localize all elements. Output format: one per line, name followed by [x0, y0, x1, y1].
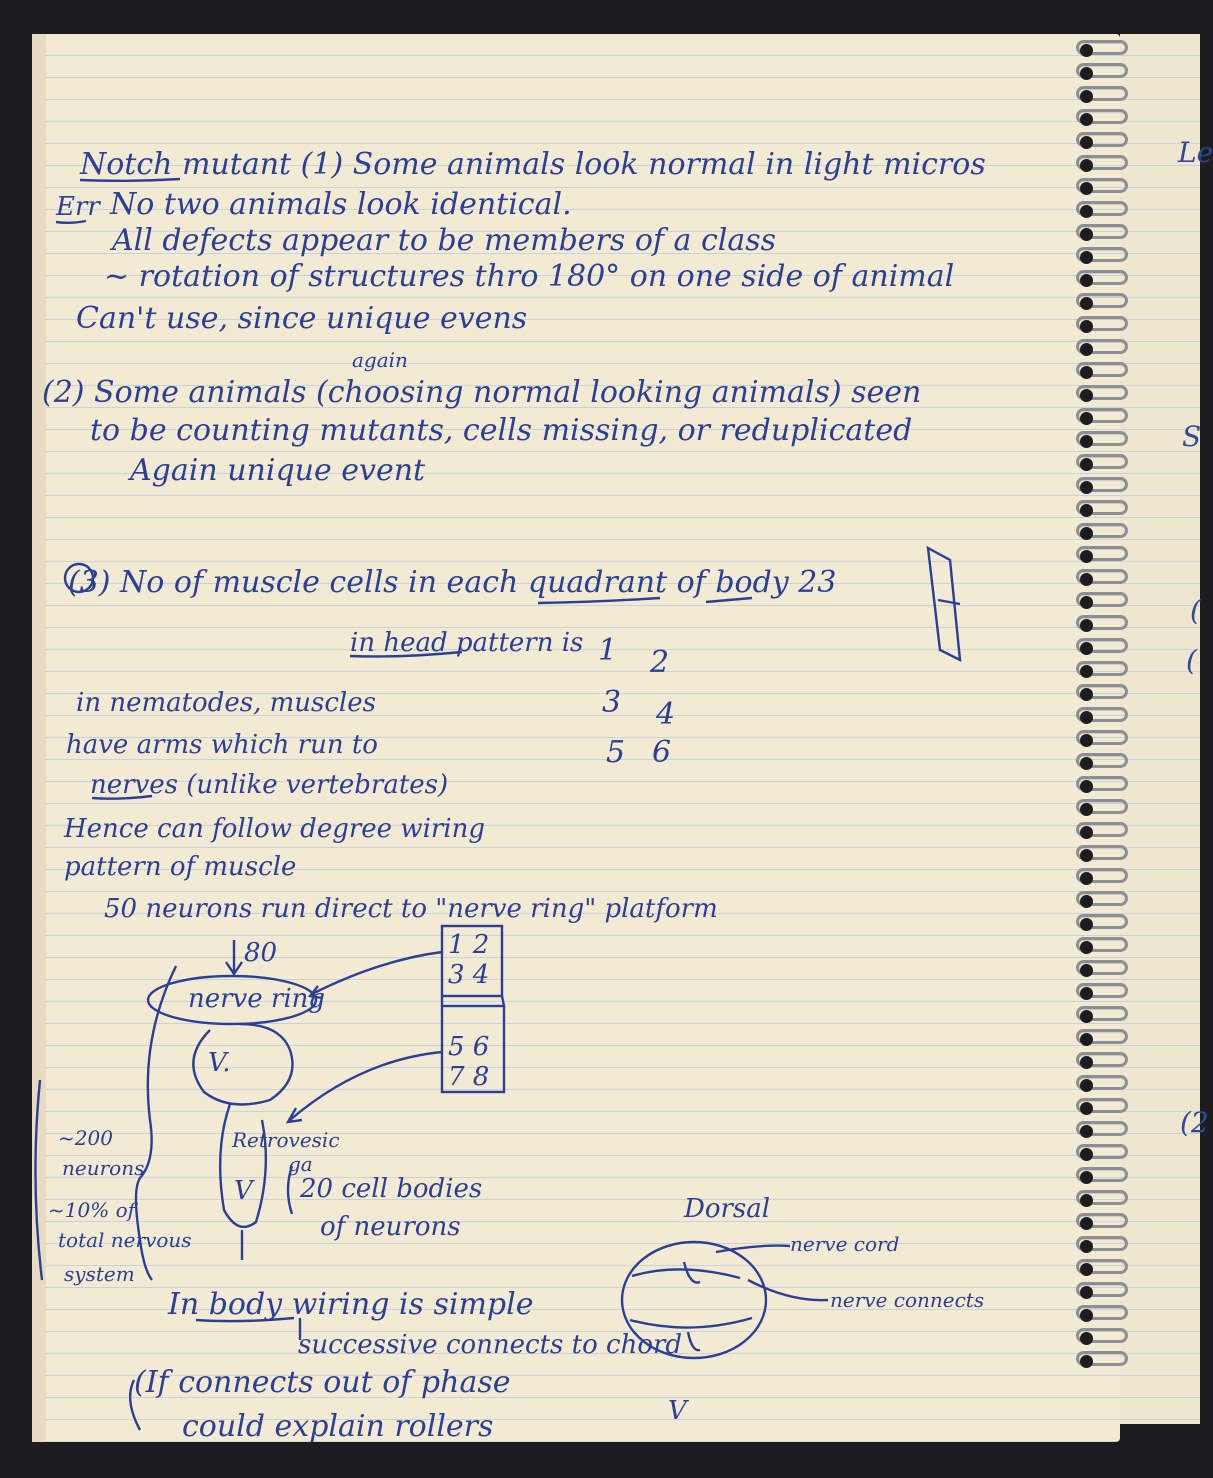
binding-hole	[1080, 1079, 1093, 1092]
note-line: in nematodes, muscles	[76, 688, 376, 718]
binding-hole	[1080, 1125, 1093, 1138]
diagram-label: of neurons	[320, 1212, 461, 1242]
binding-hole	[1080, 711, 1093, 724]
next-page-fragment: (	[1186, 644, 1197, 677]
binding-hole	[1080, 1102, 1093, 1115]
binding-hole	[1080, 1171, 1093, 1184]
diagram-label: 80	[244, 938, 278, 968]
binding-hole	[1080, 1309, 1093, 1322]
binding-hole	[1080, 964, 1093, 977]
side-note: ~10% of	[48, 1198, 136, 1222]
next-page-fragment: Le	[1178, 136, 1213, 169]
next-page-fragment: (	[1190, 594, 1201, 627]
binding-hole	[1080, 389, 1093, 402]
binding-hole	[1080, 504, 1093, 517]
binding-hole	[1080, 435, 1093, 448]
box-numbers: 5 6	[448, 1032, 490, 1062]
binding-hole	[1080, 918, 1093, 931]
binding-hole	[1080, 1217, 1093, 1230]
diagram-label: 20 cell bodies	[300, 1174, 483, 1204]
diagram-label: Retrovesic	[232, 1128, 340, 1152]
binding-hole	[1080, 642, 1093, 655]
note-line: Can't use, since unique evens	[76, 301, 528, 336]
grid-number: 1	[598, 633, 618, 668]
binding-hole	[1080, 941, 1093, 954]
note-line: have arms which run to	[66, 730, 378, 760]
next-page-fragment: S	[1182, 420, 1202, 453]
box-numbers: 1 2	[448, 930, 490, 960]
note-line: ~ rotation of structures thro 180° on one side of animal	[104, 259, 955, 294]
binding-hole	[1080, 895, 1093, 908]
binding-hole	[1080, 228, 1093, 241]
binding-hole	[1080, 573, 1093, 586]
note-line: Again unique event	[130, 453, 426, 488]
note-line: 50 neurons run direct to "nerve ring" platform	[104, 894, 718, 924]
binding-hole	[1080, 619, 1093, 632]
diagram-label: V.	[208, 1048, 231, 1078]
cross-section-label: V	[668, 1396, 687, 1426]
binding-hole	[1080, 251, 1093, 264]
binding-hole	[1080, 734, 1093, 747]
binding-hole	[1080, 1355, 1093, 1368]
next-page	[1120, 34, 1213, 1424]
binding-hole	[1080, 182, 1093, 195]
note-line: (2) Some animals (choosing normal looking animals) seen	[42, 375, 922, 410]
binding-hole	[1080, 113, 1093, 126]
binding-hole	[1080, 849, 1093, 862]
grid-number: 3	[602, 685, 622, 720]
binding-hole	[1080, 596, 1093, 609]
binding-hole	[1080, 274, 1093, 287]
note-insertion: again	[352, 348, 408, 372]
diagram-label: ga	[288, 1152, 313, 1176]
binding-hole	[1080, 665, 1093, 678]
side-note: ~200	[58, 1126, 113, 1150]
grid-number: 4	[656, 697, 676, 732]
box-numbers: 3 4	[448, 960, 490, 990]
note-line: to be counting mutants, cells missing, or reduplicated	[90, 413, 913, 448]
binding-hole	[1080, 44, 1093, 57]
binding-hole	[1080, 757, 1093, 770]
cross-section-label: nerve cord	[790, 1232, 900, 1256]
binding-hole	[1080, 1010, 1093, 1023]
binding-hole	[1080, 987, 1093, 1000]
cross-section-label: nerve connects	[830, 1288, 985, 1312]
binding-hole	[1080, 688, 1093, 701]
next-page-fragment: (2	[1180, 1106, 1209, 1139]
binding-hole	[1080, 67, 1093, 80]
binding-hole	[1080, 1194, 1093, 1207]
note-line: nerves (unlike vertebrates)	[90, 770, 449, 800]
binding-hole	[1080, 550, 1093, 563]
binding-hole	[1080, 366, 1093, 379]
grid-number: 2	[650, 645, 670, 680]
grid-number: 5	[606, 735, 626, 770]
box-numbers: 7 8	[448, 1062, 490, 1092]
binding-hole	[1080, 1263, 1093, 1276]
note-line: In body wiring is simple	[168, 1287, 534, 1322]
side-note: neurons	[62, 1156, 145, 1180]
binding-hole	[1080, 826, 1093, 839]
note-line: in head pattern is	[350, 628, 584, 658]
binding-hole	[1080, 458, 1093, 471]
note-margin-mark: Err	[56, 192, 100, 222]
side-note: total nervous	[58, 1228, 192, 1252]
binding-hole	[1080, 1148, 1093, 1161]
binding-hole	[1080, 320, 1093, 333]
note-line: Hence can follow degree wiring	[64, 814, 486, 844]
binding-hole	[1080, 1240, 1093, 1253]
note-line: successive connects to chord	[298, 1330, 683, 1360]
note-line: No two animals look identical.	[110, 187, 572, 222]
binding-hole	[1080, 872, 1093, 885]
binding-hole	[1080, 159, 1093, 172]
side-note: system	[64, 1262, 135, 1286]
note-line: pattern of muscle	[64, 852, 297, 882]
note-line: (If connects out of phase	[134, 1365, 511, 1400]
binding-hole	[1080, 412, 1093, 425]
binding-hole	[1080, 1286, 1093, 1299]
note-line: Notch mutant (1) Some animals look normal in light micros	[80, 147, 986, 182]
note-line: All defects appear to be members of a class	[112, 223, 777, 258]
binding-hole	[1080, 527, 1093, 540]
binding-hole	[1080, 297, 1093, 310]
binding-hole	[1080, 1056, 1093, 1069]
binding-hole	[1080, 803, 1093, 816]
note-line: (3) No of muscle cells in each quadrant of body 23	[68, 565, 837, 600]
binding-hole	[1080, 1332, 1093, 1345]
cross-section-label: Dorsal	[684, 1194, 771, 1224]
diagram-label: V	[234, 1176, 253, 1206]
binding-hole	[1080, 136, 1093, 149]
binding-hole	[1080, 1033, 1093, 1046]
note-line: could explain rollers	[182, 1409, 494, 1444]
grid-number: 6	[652, 735, 672, 770]
diagram-label: nerve ring	[188, 984, 326, 1014]
binding-hole	[1080, 481, 1093, 494]
binding-hole	[1080, 343, 1093, 356]
binding-hole	[1080, 205, 1093, 218]
page-edge	[32, 34, 46, 1442]
binding-hole	[1080, 90, 1093, 103]
binding-hole	[1080, 780, 1093, 793]
